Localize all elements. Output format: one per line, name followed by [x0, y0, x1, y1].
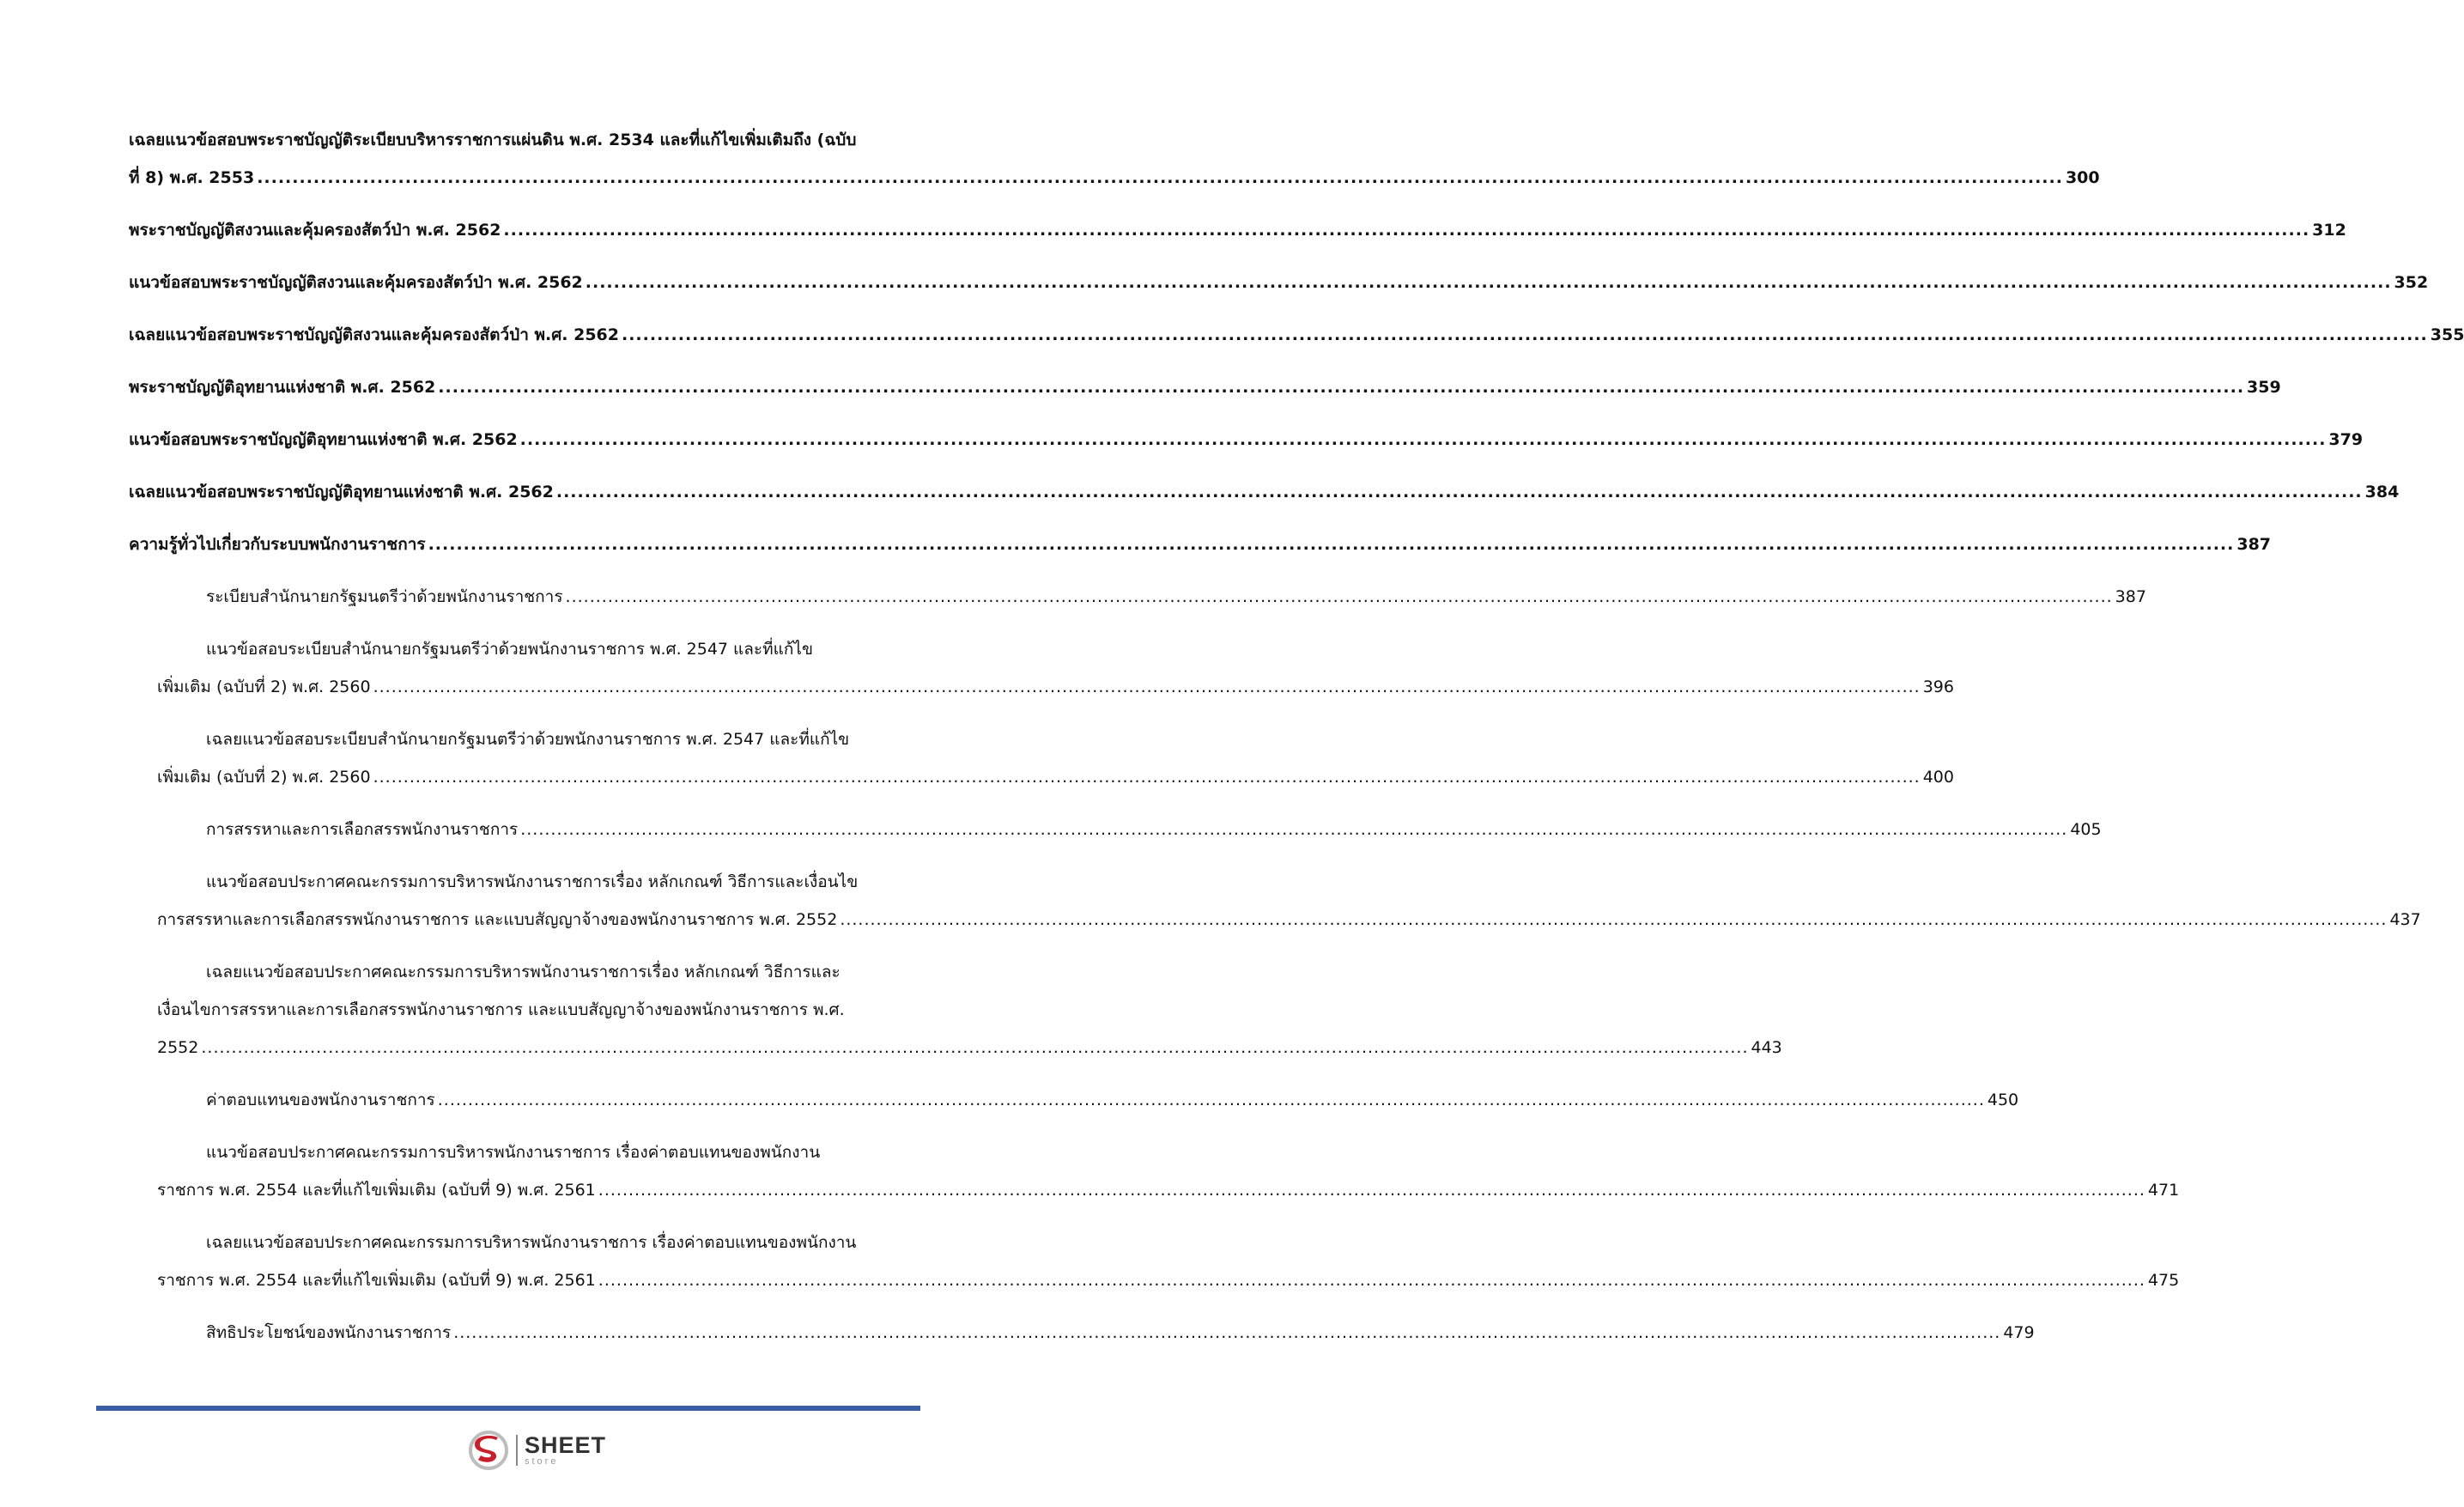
toc-dot-leader: [520, 428, 2327, 451]
toc-entry[interactable]: [129, 129, 2100, 189]
toc-entry-title: ความรู้ทั่วไปเกี่ยวกับระบบพนักงานราชการ: [129, 535, 426, 554]
toc-entry-row: [129, 376, 2281, 398]
toc-entry-title: พระราชบัญญัติสงวนและคุ้มครองสัตว์ป่า พ.ศ. 2562: [129, 221, 501, 240]
toc-page-number: 450: [1987, 1091, 2019, 1109]
footer-rule: [96, 1406, 920, 1411]
logo-text: [525, 1434, 606, 1467]
toc-entry-title: เพิ่มเติม (ฉบับที่ 2) พ.ศ. 2560: [157, 678, 371, 696]
toc-entry-row: [129, 1179, 2180, 1201]
toc-dot-leader: [438, 1091, 1985, 1109]
toc-entry-row: [129, 766, 1954, 788]
toc-page-number: 300: [2065, 168, 2100, 187]
toc-entry-row: [129, 1269, 2180, 1291]
toc-entry-row: [129, 908, 2421, 931]
toc-entry-title: ค่าตอบแทนของพนักงานราชการ: [206, 1091, 435, 1109]
toc-entry-title-line: เฉลยแนวข้อสอบพระราชบัญญัติระเบียบบริหารราชการแผ่นดิน พ.ศ. 2534 และที่แก้ไขเพิ่มเติมถึง (ฉบับ: [129, 131, 857, 149]
toc-entry[interactable]: [129, 1231, 2180, 1291]
toc-page-number: 471: [2147, 1181, 2180, 1200]
toc-dot-leader: [586, 271, 2392, 294]
toc-dot-leader: [598, 1179, 2145, 1201]
toc-dot-leader: [257, 167, 2063, 189]
toc-dot-leader: [453, 1323, 2000, 1342]
toc-entry-title: เพิ่มเติม (ฉบับที่ 2) พ.ศ. 2560: [157, 768, 371, 787]
toc-entry-title-line: เฉลยแนวข้อสอบประกาศคณะกรรมการบริหารพนักงานราชการเรื่อง หลักเกณฑ์ วิธีการและ: [206, 963, 841, 981]
toc-dot-leader: [428, 533, 2235, 556]
toc-dot-leader: [556, 481, 2363, 503]
toc-page-number: 396: [1922, 678, 1954, 696]
toc-entry-title: แนวข้อสอบพระราชบัญญัติอุทยานแห่งชาติ พ.ศ. 2562: [129, 430, 518, 449]
footer-logo: [468, 1430, 606, 1471]
toc-dot-leader: [840, 908, 2387, 931]
toc-entry-title-line: เงื่อนไขการสรรหาและการเลือกสรรพนักงานราชการ และแบบสัญญาจ้างของพนักงานราชการ พ.ศ.: [157, 1000, 845, 1019]
toc-page-number: 379: [2328, 430, 2364, 449]
toc-entry-title: ราชการ พ.ศ. 2554 และที่แก้ไขเพิ่มเติม (ฉบับที่ 9) พ.ศ. 2561: [157, 1181, 596, 1200]
toc-entry-row: [129, 219, 2346, 241]
toc-page-number: 355: [2430, 325, 2464, 344]
toc-page-number: 475: [2147, 1271, 2180, 1290]
toc-page-number: 352: [2394, 273, 2429, 292]
table-of-contents: [129, 129, 2464, 1374]
toc-entry[interactable]: [129, 481, 2400, 503]
toc-entry[interactable]: [129, 428, 2364, 451]
toc-entry-row: [129, 1089, 2019, 1111]
toc-entry[interactable]: [129, 818, 2102, 841]
toc-dot-leader: [520, 820, 2067, 839]
sheet-store-s-logo-icon: [468, 1430, 509, 1471]
toc-entry[interactable]: [129, 1089, 2019, 1111]
toc-page-number: 405: [2070, 820, 2102, 839]
toc-entry-title-line: แนวข้อสอบระเบียบสำนักนายกรัฐมนตรีว่าด้วยพนักงานราชการ พ.ศ. 2547 และที่แก้ไข: [206, 640, 813, 659]
toc-entry-row: [129, 1036, 1782, 1059]
toc-entry-title: สิทธิประโยชน์ของพนักงานราชการ: [206, 1323, 452, 1342]
toc-entry-row: [129, 676, 1954, 698]
toc-entry-title: ที่ 8) พ.ศ. 2553: [129, 168, 255, 187]
toc-entry[interactable]: [129, 586, 2146, 608]
toc-entry[interactable]: [129, 1141, 2180, 1201]
toc-entry[interactable]: [129, 271, 2429, 294]
toc-entry-title-line: แนวข้อสอบประกาศคณะกรรมการบริหารพนักงานราชการเรื่อง หลักเกณฑ์ วิธีการและเงื่อนไข: [206, 872, 859, 891]
toc-entry-title: แนวข้อสอบพระราชบัญญัติสงวนและคุ้มครองสัตว์ป่า พ.ศ. 2562: [129, 273, 583, 292]
toc-dot-leader: [566, 587, 2113, 606]
toc-entry-title: 2552: [157, 1038, 199, 1057]
toc-entry[interactable]: [129, 871, 2421, 931]
toc-dot-leader: [438, 376, 2244, 398]
toc-entry-row: [129, 324, 2464, 346]
toc-entry-title: ราชการ พ.ศ. 2554 และที่แก้ไขเพิ่มเติม (ฉบับที่ 9) พ.ศ. 2561: [157, 1271, 596, 1290]
toc-dot-leader: [622, 324, 2428, 346]
toc-page-number: 443: [1751, 1038, 1782, 1057]
toc-entry-row: [129, 1322, 2035, 1344]
toc-entry[interactable]: [129, 533, 2272, 556]
toc-entry-row: [129, 428, 2364, 451]
toc-entry[interactable]: [129, 376, 2281, 398]
toc-entry[interactable]: [129, 638, 1954, 698]
toc-entry[interactable]: [129, 219, 2346, 241]
toc-page-number: 387: [2115, 587, 2146, 606]
toc-page-number: 384: [2364, 483, 2400, 501]
toc-page-number: 387: [2236, 535, 2272, 554]
toc-dot-leader: [201, 1036, 1748, 1059]
toc-entry[interactable]: [129, 728, 1954, 788]
toc-entry-title: พระราชบัญญัติอุทยานแห่งชาติ พ.ศ. 2562: [129, 378, 436, 397]
toc-entry-row: [129, 271, 2429, 294]
toc-dot-leader: [598, 1269, 2145, 1291]
toc-page-number: 400: [1922, 768, 1954, 787]
logo-sub: store: [525, 1456, 559, 1467]
toc-entry[interactable]: [129, 961, 1782, 1059]
toc-entry-row: [129, 167, 2100, 189]
toc-entry-row: [129, 533, 2272, 556]
toc-entry-title: เฉลยแนวข้อสอบพระราชบัญญัติอุทยานแห่งชาติ พ.ศ. 2562: [129, 483, 554, 501]
toc-entry-row: [129, 586, 2146, 608]
toc-entry-row: [129, 818, 2102, 841]
toc-entry[interactable]: [129, 324, 2464, 346]
toc-entry-title-line: แนวข้อสอบประกาศคณะกรรมการบริหารพนักงานราชการ เรื่องค่าตอบแทนของพนักงาน: [206, 1143, 821, 1162]
toc-page-number: 437: [2389, 910, 2421, 929]
toc-entry-title: ระเบียบสำนักนายกรัฐมนตรีว่าด้วยพนักงานราชการ: [206, 587, 563, 606]
toc-page-number: 312: [2312, 221, 2346, 240]
logo-brand: SHEET: [525, 1432, 607, 1458]
toc-entry-title-line: เฉลยแนวข้อสอบประกาศคณะกรรมการบริหารพนักงานราชการ เรื่องค่าตอบแทนของพนักงาน: [206, 1233, 857, 1252]
toc-page-number: 479: [2003, 1323, 2035, 1342]
logo-separator: [516, 1435, 518, 1466]
toc-entry-title: การสรรหาและการเลือกสรรพนักงานราชการ: [206, 820, 519, 839]
toc-entry-title: การสรรหาและการเลือกสรรพนักงานราชการ และแบบสัญญาจ้างของพนักงานราชการ พ.ศ. 2552: [157, 910, 838, 929]
toc-entry[interactable]: [129, 1322, 2035, 1344]
toc-entry-row: [129, 481, 2400, 503]
toc-entry-title: เฉลยแนวข้อสอบพระราชบัญญัติสงวนและคุ้มครองสัตว์ป่า พ.ศ. 2562: [129, 325, 619, 344]
toc-entry-title-line: เฉลยแนวข้อสอบระเบียบสำนักนายกรัฐมนตรีว่าด้วยพนักงานราชการ พ.ศ. 2547 และที่แก้ไข: [206, 730, 850, 749]
toc-page-number: 359: [2247, 378, 2281, 397]
toc-dot-leader: [373, 766, 1921, 788]
toc-dot-leader: [503, 219, 2309, 241]
toc-dot-leader: [373, 676, 1921, 698]
